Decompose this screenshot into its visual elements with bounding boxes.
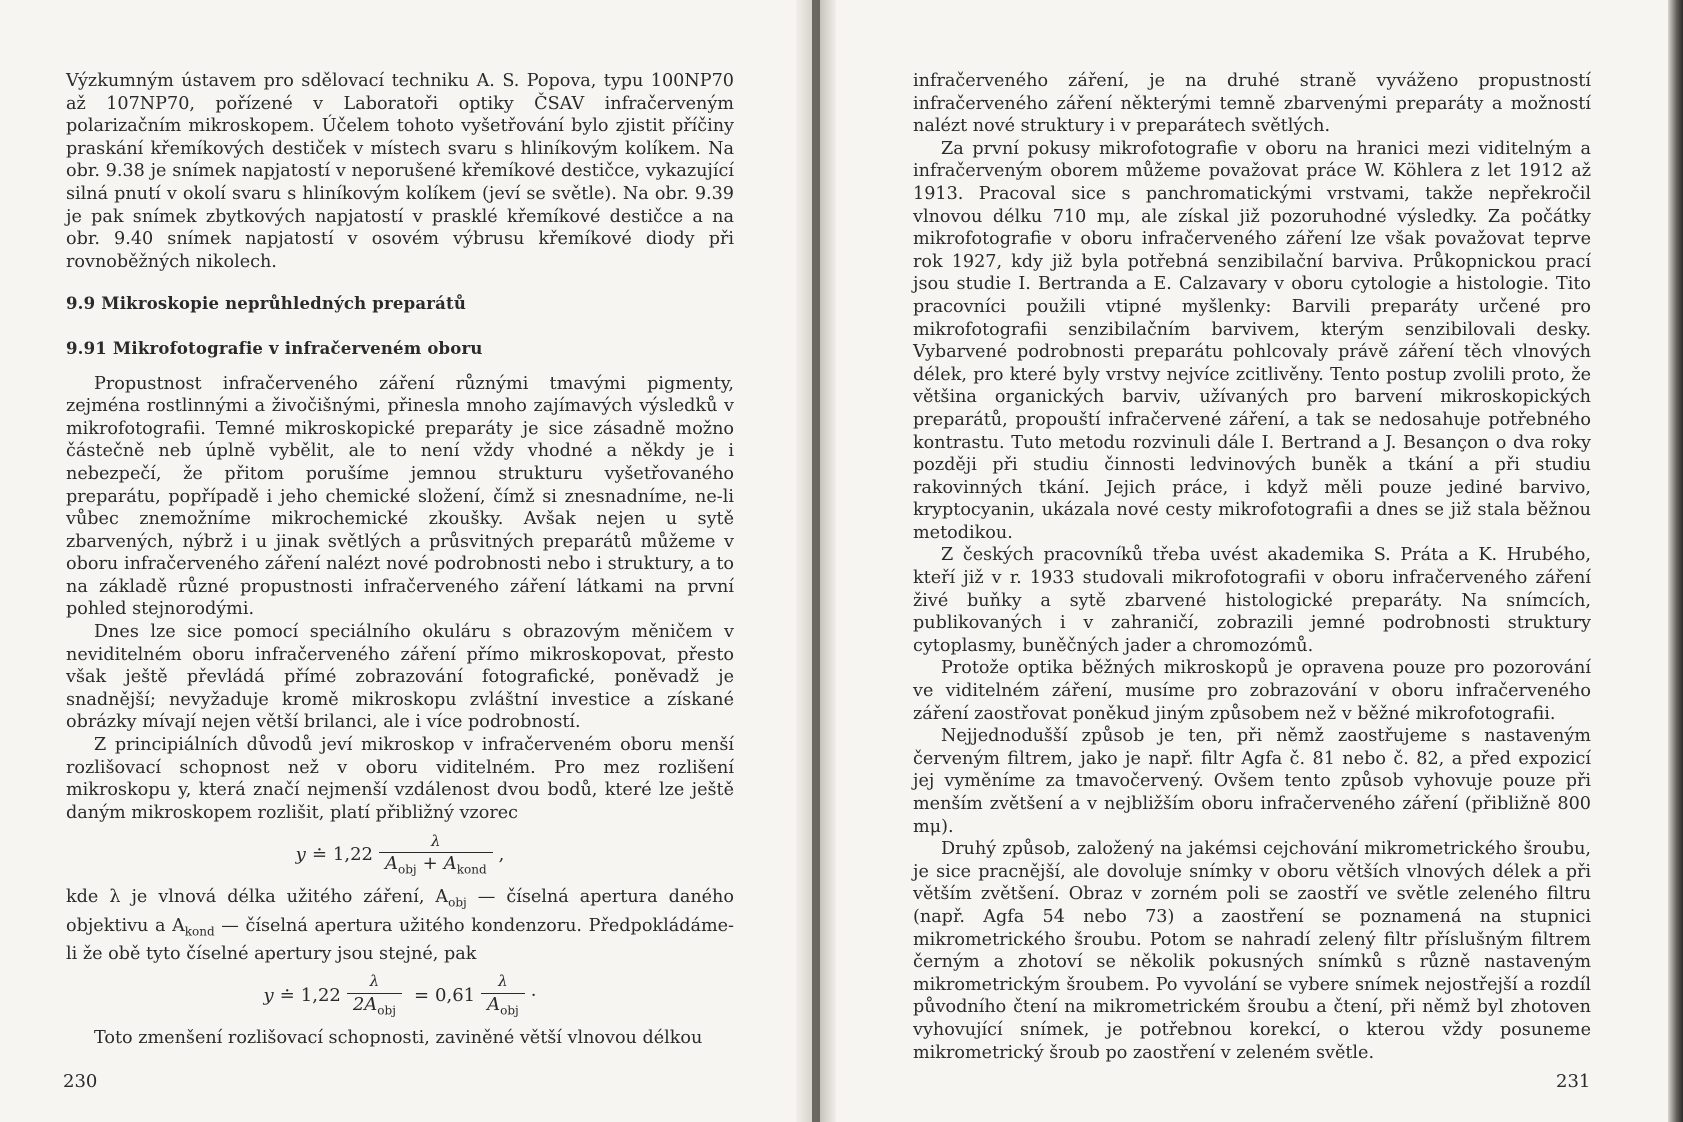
formula-2-den1-main: 2A (352, 993, 378, 1015)
formula-1-den-a-sub: obj (397, 862, 417, 877)
left-paragraph-4-c: — číselná apertura užitého kondenzoru. Předpokládáme-li že obě tyto číselné apertury jsou stejné, pak (66, 915, 734, 964)
formula-1-denominator (379, 852, 493, 881)
left-paragraph-5: Toto zmenšení rozlišovací schopnosti, zaviněné větší vlnovou délkou (94, 1028, 703, 1049)
formula-2-num1: λ (369, 972, 380, 991)
formula-1-numerator: λ (431, 831, 441, 850)
formula-1-den-b: A (443, 853, 457, 875)
right-paragraph-2: Za první pokusy mikrofotografie v oboru na hranici mezi viditelným a infračerveným oborem můžeme považovat práce W. Köhlera z let 1912 až 1913. Pracoval sice s panchromatickými vrstvami, takže nepřekročil vlnovou délku 710 mμ, ale získal již pozoruhodné výsledky. Za počátky mikrofotografie v oboru infračerveného záření lze však považovat teprve rok 1927, kdy již byla potřebná senzibilační barviva. Průkopnickou prací jsou studie I. Bertranda a E. Calzavary v oboru cytologie a histologie. Tito pracovníci použili vtipné myšlenky: Barvili preparáty určené pro mikrofotografii senzibilačním barvivem, kterým senzibilovali desky. Vybarvené podrobnosti preparátu pohlcovaly právě záření těch vlnových délek, pro které byly vrstvy nejvíce zcitlivěny. Tento postup zvolili proto, že většina organických barviv, užívaných pro barvení mikroskopických preparátů, propouští infračervené záření, a tak se nedosahuje potřebného kontrastu. Tuto metodu rozvinuli dále I. Bertrand a J. Besançon o dva roky později při studiu činnosti ledvinových buněk a tkání a při studiu rakovinných tkání. Jejich práce, i když měli pouze jediné barvivo, kryptocyanin, ukázala nové cesty mikrofotografii a dnes se již stala běžnou metodikou. (913, 138, 1591, 543)
right-paragraph-1: infračerveného záření, je na druhé straně vyváženo propustností infračerveného záření některými temně zbarvenými preparáty a možností nalézt nové struktury i v preparátech světlých. (913, 71, 1591, 137)
right-paragraph-4: Protože optika běžných mikroskopů je opravena pouze pro pozorování ve viditelném záření, musíme pro zobrazování v oboru infračerveného záření zaostřovat poněkud jiným způsobem než v běžné mikrofotografii. (913, 658, 1591, 724)
formula-2-den2-main: A (487, 993, 501, 1015)
formula-2-den1-sub: obj (377, 1003, 396, 1018)
formula-2-fraction-2 (481, 970, 525, 1022)
right-page (815, 0, 1683, 1122)
formula-2-coef2: 0,61 (435, 984, 476, 1006)
resolution-formula-2 (66, 965, 734, 1027)
left-paragraph-4-sub2: kond (184, 924, 215, 939)
left-page-number: 230 (63, 1071, 98, 1092)
formula-2-eq: = (413, 984, 430, 1006)
left-paragraph-4-b: — číselná apertura daného objektivu a A (66, 887, 734, 936)
page-edge-shadow (1668, 0, 1683, 1122)
right-page-number: 231 (1556, 1071, 1591, 1092)
book-spine-shadow (812, 0, 820, 1122)
formula-2-fraction-1 (347, 970, 402, 1022)
section-heading: 9.9 Mikroskopie neprůhledných preparátů (66, 294, 467, 314)
formula-1-den-b-sub: kond (456, 862, 487, 877)
formula-1-den-a: A (384, 853, 398, 875)
formula-2-lhs: y (263, 984, 274, 1006)
formula-2-den2 (481, 993, 525, 1022)
left-paragraph-4-a: kde λ je vlnová délka užitého záření, A (66, 887, 449, 908)
formula-1-fraction (379, 830, 493, 882)
left-paragraph-1: Propustnost infračerveného záření různými tmavými pigmenty, zejména rostlinnými a živočišnými, přinesla mnoho zajímavých výsledků v mikrofotografii. Temné mikroskopické preparáty je sice zásadně možno částečně neb úplně vybělit, ale to není vždy vhodné a někdy je i nebezpečí, že přitom porušíme jemnou strukturu vyšetřovaného preparátu, popřípadě i jeho chemické složení, čímž si znesnadníme, ne-li vůbec znemožníme mikrochemické zkoušky. Avšak nejen u sytě zbarvených, nýbrž i u jinak světlých a průsvitných preparátů můžeme v oboru infračerveného záření nalézt nové podrobnosti nebo i struktury, a to na základě různé propustnosti infračerveného záření látkami na první pohled stejnorodými. (66, 373, 734, 620)
formula-1-trail: , (498, 844, 505, 866)
subsection-heading: 9.91 Mikrofotografie v infračerveném oboru (66, 338, 483, 358)
left-paragraph-3: Z principiálních důvodů jeví mikroskop v infračerveném oboru menší rozlišovací schopnost než v oboru viditelném. Pro mez rozlišení mikroskopu y, která značí nejmenší vzdálenost dvou bodů, které lze ještě daným mikroskopem rozlišit, platí přibližný vzorec (66, 735, 734, 823)
left-paragraph-4 (66, 886, 734, 965)
formula-2-den2-sub: obj (500, 1003, 519, 1018)
right-page-text (913, 70, 1591, 1064)
resolution-formula-1 (66, 824, 734, 886)
right-paragraph-5: Nejjednodušší způsob je ten, při němž zaostřujeme s nastaveným červeným filtrem, jako je např. filtr Agfa č. 81 nebo č. 82, a před expozicí jej vyměníme za tmavočervený. Ovšem tento způsob vyhovuje pouze při menším zvětšení a v nejbližším oboru infračerveného záření (přibližně 800 mμ). (913, 726, 1591, 837)
left-page-text (66, 70, 734, 1050)
formula-1-coef: 1,22 (332, 844, 373, 866)
left-paragraph-4-sub1: obj (448, 895, 467, 910)
right-paragraph-3: Z českých pracovníků třeba uvést akademika S. Práta a K. Hrubého, kteří již v r. 1933 studovali mikrofotografii v oboru infračerveného záření živé buňky a sytě zbarvené histologické preparáty. Na snímcích, publikovaných i v zahraničí, zobrazili jemné podrobnosti struktury cytoplasmy, buněčných jader a chromozómů. (913, 545, 1591, 656)
formula-2-num2: λ (498, 972, 508, 991)
formula-1-plus: + (422, 853, 438, 875)
right-paragraph-6: Druhý způsob, založený na jakémsi cejchování mikrometrického šroubu, je sice pracnější, ale dovoluje snímky v oboru větších vlnových délek a při větším zvětšení. Obraz v zorném poli se zaostří ve světle zeleného filtru (např. Agfa 54 nebo 73) a zaostření se poznamená na stupnici mikrometrického šroubu. Potom se nahradí zelený filtr příslušným filtrem černým a zhotoví se několik pokusných snímků s různě nastaveným mikrometrickým šroubem. Po vyvolání se vybere snímek nejostřejší a rozdíl původního čtení na mikrometrickém šroubu a čtení, při němž byl zhotoven vyhovující snímek, je potřebnou korekcí, o kterou vždy posuneme mikrometrický šroub po zaostření v zeleném světle. (913, 839, 1591, 1063)
formula-2-approx: ≐ (279, 984, 295, 1006)
formula-1-approx: ≐ (311, 844, 327, 866)
formula-2-coef1: 1,22 (300, 984, 341, 1006)
left-paragraph-2: Dnes lze sice pomocí speciálního okuláru s obrazovým měničem v neviditelném oboru infračerveného záření přímo mikroskopovat, přesto však ještě převládá přímé zobrazování fotografické, poněvadž je snadnější; nevyžaduje kromě mikroskopu zvláštní investice a získané obrázky mívají nejen větší brilanci, ale i více podrobností. (66, 622, 734, 733)
formula-1-lhs: y (295, 844, 306, 866)
formula-2-den1 (347, 993, 402, 1022)
intro-paragraph: Výzkumným ústavem pro sdělovací techniku A. S. Popova, typu 100NP70 až 107NP70, pořízené v Laboratoři optiky ČSAV infračerveným polarizačním mikroskopem. Účelem tohoto vyšetřování bylo zjistit příčiny praskání křemíkových destiček v místech svaru s hliníkovým kolíkem. Na obr. 9.38 je snímek napjatostí v neporušené křemíkové destičce, vykazující silná pnutí v okolí svaru s hliníkovým kolíkem (jeví se světle). Na obr. 9.39 je pak snímek zbytkových napjatostí v prasklé křemíkové destičce a na obr. 9.40 snímek napjatostí v osovém výbrusu křemíkové diody při rovnoběžných nikolech. (66, 71, 734, 272)
formula-2-trail: · (530, 984, 537, 1006)
left-page (0, 0, 815, 1122)
